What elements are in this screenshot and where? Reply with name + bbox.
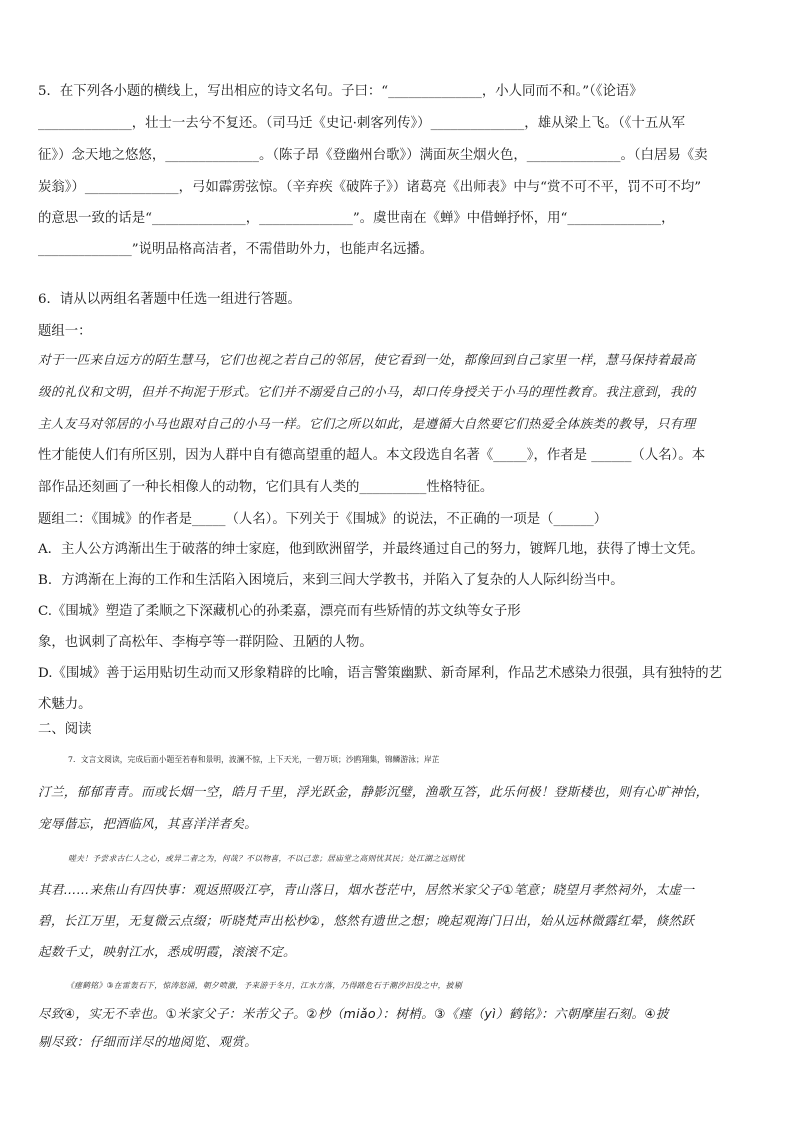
q6-group1-line-4: 性才能使人们有所区别，因为人群中自有德高望重的超人。本文段选自名著《_____》，作者是 ______（人名）。本 [38,448,706,463]
q5-line-3: 征》）念天地之悠悠，______________。（陈子昂《登幽州台歌》）满面灰尘烟火色，______________。（白居易《卖 [38,148,708,163]
q7-line-5: 其君……来焦山有四快事：观返照吸江亭，青山落日，烟水苍茫中，居然米家父子①笔意；晓望月孝然祠外，太虚一 [38,882,695,897]
q6-option-a: A．主人公方鸿渐出生于破落的绅士家庭，他到欧洲留学，并最终通过自己的努力，镀辉几地，获得了博士文凭。 [38,542,704,557]
q6-group1-line-2: 级的礼仪和文明，但并不拘泥于形式。它们并不溺爱自己的小马，却口传身授关于小马的理性教育。我注意到，我的 [38,384,696,399]
q6-group1-line-3: 主人友马对邻居的小马也跟对自己的小马一样。它们之所以如此，是遵循大自然要它们热爱全体族类的教导，只有理 [38,416,696,431]
q7-line-9: 尽致④，实无不幸也。①米家父子：米芾父子。②杪（miǎo）：树梢。③《瘗（yì）鹤铭》：六朝摩崖石刻。④披 [38,1006,669,1021]
q6-group1-title: 题组一： [38,324,92,339]
q7-line-8: 《瘗鹤铭》③在雷轰石下，惊涛怒涌，朝夕喷激，予来游于冬月，江水方落，乃得踏危石于潮汐汩没之中，披剔 [66,981,462,990]
q5-line-2: ______________，壮士一去兮不复还。（司马迁《史记·刺客列传》）______________，雄从梁上飞。（《十五从军 [38,116,685,131]
q5-line-1: 5．在下列各小题的横线上，写出相应的诗文名句。子曰：“______________，小人同而不和。”（《论语》 [38,84,643,99]
q7-line-1: 7．文言文阅读，完成后面小题至若春和景明，波澜不惊，上下天光，一碧万顷；沙鸥翔集，锦鳞游泳；岸芷 [68,755,440,764]
q7-line-3: 宠辱偕忘，把酒临风，其喜洋洋者矣。 [38,816,258,831]
q6-intro: 6．请从以两组名著题中任选一组进行答题。 [38,292,301,307]
q6-option-d-cont: 术魅力。 [38,697,92,712]
q5-line-5: 的意思一致的话是“______________，______________”。虞世南在《蝉》中借蝉抒怀，用“______________， [38,211,675,226]
q6-group2-stem: 题组二：《围城》的作者是_____（人名）。下列关于《围城》的说法，不正确的一项是（______） [38,512,608,527]
q6-group1-line-5: 部作品还刻画了一种长相像人的动物，它们具有人类的__________性格特征。 [38,480,494,495]
q6-option-c-cont: 象，也讽刺了高松年、李梅亭等一群阴险、丑陋的人物。 [38,635,373,650]
q5-line-6: ______________”说明品格高洁者，不需借助外力，也能声名远播。 [38,242,434,257]
q6-group1-line-1: 对于一匹来自远方的陌生慧马，它们也视之若自己的邻居，使它看到一处，都像回到自己家里一样，慧马保持着最高 [38,352,696,367]
section-heading-reading: 二、阅读 [38,722,92,737]
q7-line-6: 碧，长江万里，无复微云点缀；听晓梵声出松杪②，悠然有遗世之想；晚起观海门日出，始从远林微露红晕，倏然跃 [38,913,695,928]
q6-option-c: C.《围城》塑造了柔顺之下深藏机心的孙柔嘉，漂亮而有些矫情的苏文纨等女子形 [38,604,521,619]
q7-line-7: 起数千丈，映射江水，悉成明霞，滚滚不定。 [38,944,296,959]
q5-line-4: 炭翁》）______________，弓如霹雳弦惊。（辛弃疾《破阵子》）诸葛亮《出师表》中与“赏不可不平，罚不可不均” [38,180,702,195]
q7-line-10: 剔尽致：仔细而详尽的地阅览、观赏。 [38,1034,258,1049]
q6-option-d: D.《围城》善于运用贴切生动而又形象精辟的比喻，语言警策幽默、新奇犀利，作品艺术感染力很强，具有独特的艺 [38,666,723,681]
q7-line-2: 汀兰，郁郁青青。而或长烟一空，皓月千里，浮光跃金，静影沉璧，渔歌互答，此乐何极！登斯楼也，则有心旷神怡， [38,784,709,799]
q6-option-b: B．方鸿渐在上海的工作和生活陷入困境后，来到三闾大学教书，并陷入了复杂的人人际纠纷当中。 [38,573,624,588]
q7-line-4: 嗟夫！予尝求古仁人之心，或异二者之为，何哉？不以物喜，不以己悲；居庙堂之高则忧其民；处江湖之远则忧 [68,854,465,863]
